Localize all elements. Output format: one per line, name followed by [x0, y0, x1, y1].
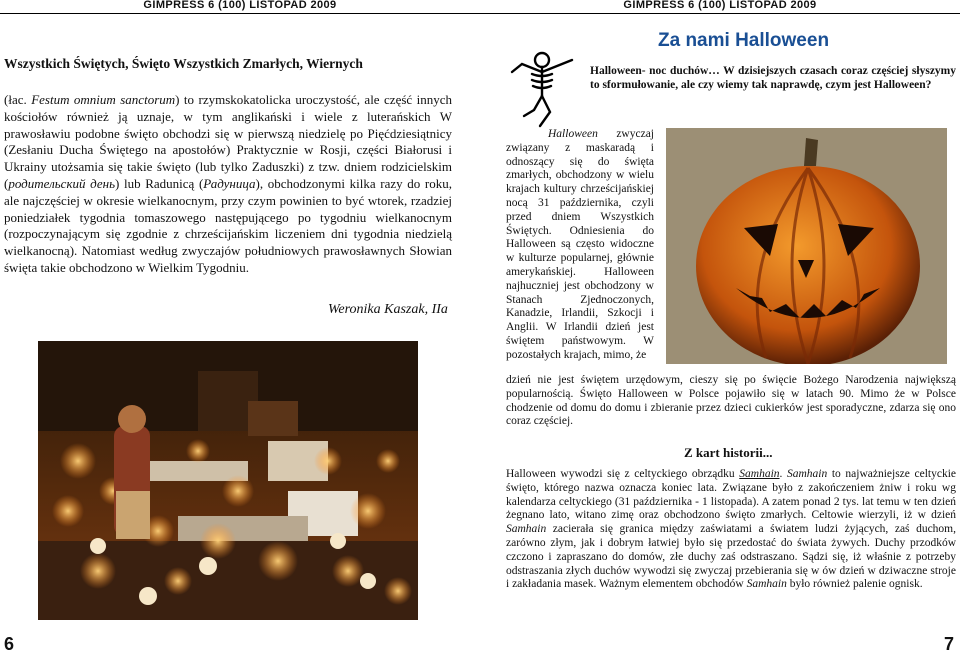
text-run: ), obchodzonymi kilka razy do roku, ale najczęściej w okresie wielkanocnym, przy czym powinien to być wtorek, rzadziej poniedziałek tygodnia tomaszowego następującego po tygodniu wielkanocnym (rozpoczynającym się zgodnie z chrześcijańskim liczeniem dni tygodnia niedzielą wielkanocną). Natomiast według zwyczajów południowych prawosławnych Słowian święta takie obchodzono w Wielkim Tygodniu.	[4, 175, 452, 275]
page-number-right: 7	[944, 634, 955, 654]
article-title-all-saints: Wszystkich Świętych, Święto Wszystkich Zmarłych, Wiernych	[4, 56, 363, 71]
text-run: zwyczaj związany z maskaradą i odnoszący się do święta zmarłych, obchodzony w wielu krajach kultury chrześcijańskiej nocą 31 października, czyli przed dniem Wszystkich Świętych. Odniesienia do Halloween są często widoczne w kulturze popularnej, głównie amerykańskiej. Halloween najhuczniej jest obchodzony w Stanach Zjednoczonych, Kanadzie, Irlandii, Szkocji i Anglii. W Irlandii dzień jest świętem państwowym. W pozostałych krajach, mimo, że	[506, 128, 654, 361]
history-heading: Z kart historii...	[684, 445, 773, 460]
samhain-word: Samhain	[506, 523, 547, 536]
page-header-left: GIMPRESS 6 (100) LISTOPAD 2009	[0, 0, 480, 14]
cemetery-photo	[38, 341, 418, 620]
russian-phrase: Радуница	[203, 175, 256, 191]
halloween-continued-text: dzień nie jest świętem urzędowym, cieszy się po święcie Bożego Narodzenia największą popularnością. Święto Halloween w Polsce pojawiło się w latach 90. Mimo że w Polsce chodzenie od domu do domu i zbieranie przez dzieci cukierków jest sporadyczne, zdarza się ono coraz częściej.	[506, 374, 956, 428]
history-body	[506, 468, 956, 592]
text-run: (łac.	[4, 92, 32, 107]
page-header-right: GIMPRESS 6 (100) LISTOPAD 2009	[480, 0, 960, 14]
author-signature: Weronika Kaszak, IIa	[328, 302, 448, 317]
samhain-word: Samhain	[787, 468, 828, 480]
pumpkin-photo	[666, 128, 947, 364]
skeleton-icon	[506, 50, 578, 130]
samhain-link[interactable]: Samhain	[739, 468, 780, 480]
text-run: to najważniejsze celtyckie święto, którego nazwa oznacza koniec lata. Związane było z zakończeniem żniw i roku wg kalendarza celtyckiego (31 października - 1 listopada). A zatem ponad 2 tys. lat temu w ten dzień żegnano lato, witano zimę oraz obchodzono święto zmarłych. Celtowie wierzyli, iż w dzień	[506, 468, 956, 522]
jack-o-lantern-illustration	[666, 128, 947, 364]
article-body-all-saints	[4, 92, 452, 277]
article-title-halloween: Za nami Halloween	[658, 30, 830, 51]
halloween-column-text	[506, 128, 654, 363]
russian-phrase: родительский день	[8, 175, 116, 191]
text-run: było również palenie ognisk.	[786, 578, 923, 591]
halloween-word: Halloween	[548, 128, 598, 140]
text-run: ) to rzymskokatolicka uroczystość, ale część innych kościołów również ją uznaje, w tym anglikański i wiele z luterańskich W prawosławiu podobne święto obchodzi się w pierwszą niedzielę po Pięćdziesiątnicy (Zesłaniu Ducha Świętego na apostołów) Praktycznie w Rosji, części Białorusi i Ukrainy utożsamia się takie święto (lub tylko Zaduszki) z tzw. dniem rodzicielskim (	[4, 92, 452, 191]
samhain-word: Samhain	[746, 578, 787, 591]
cemetery-illustration	[38, 341, 418, 620]
text-run: Halloween wywodzi się z celtyckiego obrządku	[506, 468, 740, 480]
halloween-lead: Halloween- noc duchów… W dzisiejszych czasach coraz częściej słyszymy to sformułowanie, ale czy wiemy tak naprawdę, czym jest Halloween?	[590, 65, 956, 91]
text-run: ) lub Radunicą (	[115, 175, 204, 191]
text-run: .	[779, 468, 787, 480]
skeleton-clipart	[506, 50, 578, 130]
page-number-left: 6	[4, 634, 15, 654]
latin-phrase: Festum omnium sanctorum	[31, 92, 176, 107]
text-run: zacierała się granica między zaświatami a światem ludzi żyjących, zaś duchom, zarówno złym, jak i dobrym łatwiej było się przedostać do świata żywych. Duchy przodków czczono i zapraszano do domów, złe duchy zaś odstraszano. Sądzi się, iż właśnie z potrzeby odstraszania złych duchów wywodzi się zwyczaj przebierania się w ów dzień w dziwaczne stroje i zakładania masek. Ważnym elementem obchodów	[506, 523, 956, 591]
